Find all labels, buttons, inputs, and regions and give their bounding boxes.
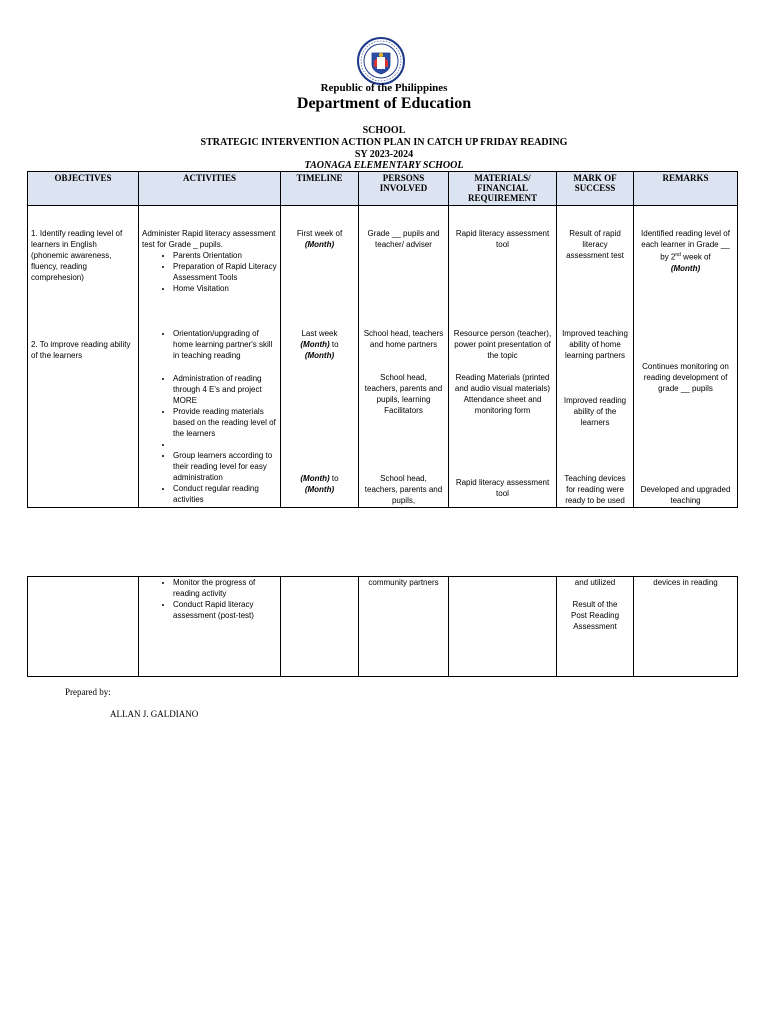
school-name: TAONAGA ELEMENTARY SCHOOL [304,160,464,171]
plan-title: STRATEGIC INTERVENTION ACTION PLAN IN CATCH UP FRIDAY READING [200,137,568,148]
success-3b: Result of the Post Reading Assessment [570,600,620,631]
success-1: Result of rapid literacy assessment test [566,229,624,260]
remarks-1-month: (Month) [670,263,701,273]
column-header: PERSONS INVOLVED [359,172,449,206]
timeline-2b-to: to [329,474,339,483]
success-2a: Improved teaching ability of home learning partners [562,329,628,360]
remarks-1: Identified reading level of each learner in Grade __ by 2 [641,229,730,262]
remarks-2a: Continues monitoring on reading development of grade __ pupils [642,362,729,393]
activity-list-2 [139,328,277,505]
materials-cell [449,577,557,677]
table-header-row [28,172,738,206]
success-cell [557,577,634,677]
timeline-2a-month: (Month) [300,340,330,349]
remarks-cell [634,206,738,508]
column-header: OBJECTIVES [28,172,139,206]
materials-cell [449,206,557,508]
timeline-1: First week of [296,229,343,238]
materials-1: Rapid literacy assessment tool [455,229,550,249]
column-header: MATERIALS/ FINANCIAL REQUIREMENT [449,172,557,206]
success-3a: and utilized [574,578,616,587]
list-item: • Orientation/upgrading of home learning partner's skill in teaching reading [173,328,277,361]
action-plan-table-continued [27,576,738,677]
list-item: • Preparation of Rapid Literacy Assessment Tools [173,261,277,283]
success-2c: Teaching devices for reading were ready to be used [564,474,626,505]
signer-name: ALLAN J. GALDIANO [110,709,199,719]
materials-2b: Reading Materials (printed and audio visual materials) Attendance sheet and monitoring form [454,373,551,415]
persons-2b: School head, teachers, parents and pupils, learning Facilitators [364,373,443,415]
timeline-1-month: (Month) [304,240,335,249]
remarks-2b: Developed and upgraded teaching [640,485,731,505]
remarks-cell [634,577,738,677]
table-body-row [28,577,738,677]
materials-2a: Resource person (teacher), power point presentation of the topic [453,329,552,360]
table-body-row [28,206,738,508]
timeline-2b-end: (Month) [304,485,335,494]
persons-2a: School head, teachers and home partners [363,329,444,349]
list-item: • Parents Orientation [173,250,277,261]
column-header: REMARKS [634,172,738,206]
persons-2c: School head, teachers, parents and pupils, [364,474,443,505]
list-item: • Administration of reading through 4 E's and project MORE [173,373,277,406]
persons-cell [359,206,449,508]
remarks-1-sup: nd [675,252,681,258]
activity-list-3 [139,577,280,621]
timeline-2b-month: (Month) [300,474,330,483]
action-plan-table [27,171,738,508]
deped-seal-logo [357,37,405,85]
materials-2c: Rapid literacy assessment tool [455,478,550,498]
activity-lead: Administer Rapid literacy assessment test for Grade _ pupils. [142,229,276,249]
persons-3: community partners [368,578,439,587]
timeline-2a: Last week [301,329,338,338]
success-cell [557,206,634,508]
activities-cell [139,206,281,508]
objectives-cell [28,206,139,508]
remarks-3: devices in reading [653,578,718,587]
timeline-2a-to: to [329,340,339,349]
prepared-by-label: Prepared by: [65,687,111,697]
column-header: TIMELINE [281,172,359,206]
school-label: SCHOOL [362,125,406,136]
success-2b: Improved reading ability of the learners [563,396,627,427]
list-item: • Group learners according to their reading level for easy administration [173,450,277,483]
remarks-1b: week of [680,252,711,262]
list-item: • Conduct Rapid literacy assessment (post-test) [173,599,277,621]
objective-2: 2. To improve reading ability of the learners [31,340,131,360]
republic-heading: Republic of the Philippines [320,82,448,94]
list-item: • Home Visitation [173,283,277,294]
column-header: ACTIVITIES [139,172,281,206]
list-item: • Conduct regular reading activities [173,483,277,505]
objectives-cell [28,577,139,677]
timeline-cell [281,206,359,508]
list-item: • Monitor the progress of reading activity [173,577,277,599]
activity-list-1 [142,250,277,294]
school-year: SY 2023-2024 [354,149,414,160]
timeline-cell [281,577,359,677]
persons-cell [359,577,449,677]
column-header: MARK OF SUCCESS [557,172,634,206]
activities-cell [139,577,281,677]
department-heading: Department of Education [296,95,472,112]
list-item: • Provide reading materials based on the reading level of the learners [173,406,277,439]
timeline-2a-end: (Month) [304,351,335,360]
objective-1: 1. Identify reading level of learners in English (phonemic awareness, fluency, reading comprehesion) [31,229,123,282]
list-item [173,439,277,450]
persons-1: Grade __ pupils and teacher/ adviser [367,229,440,249]
